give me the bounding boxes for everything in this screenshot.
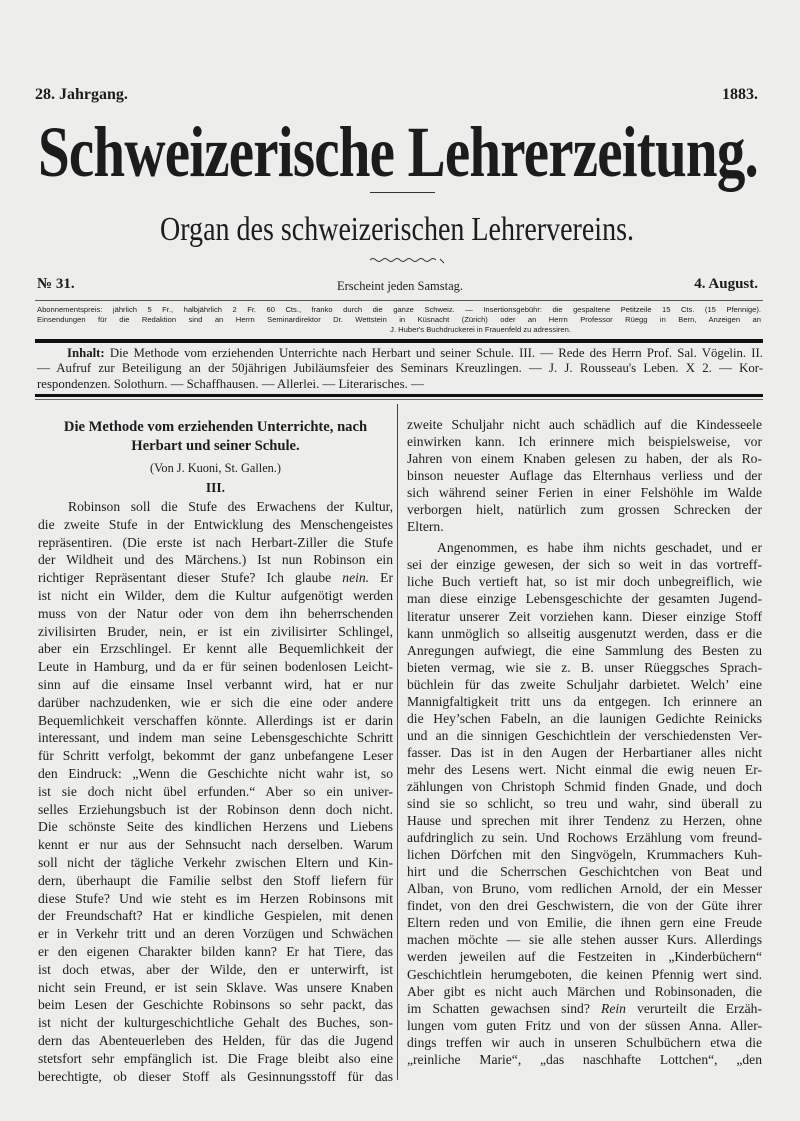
text-line: dern das Abenteuerleben des Helden, für das die Jugend xyxy=(38,1032,393,1048)
text-line: Leute in Hamburg, und da er für seinen bodenlosen Leicht- xyxy=(38,659,393,675)
paragraph xyxy=(38,498,393,1085)
text-line: soll nicht der tägliche Verkehr zwischen Eltern und Kin- xyxy=(38,854,393,870)
paragraph xyxy=(407,539,762,1067)
text-line: lungen vom guten Fritz und von der süssen Anna. Aller- xyxy=(407,1017,762,1033)
text-line: Mannigfaltigkeit tritt uns da entgegen. Ich erinnere an xyxy=(407,693,762,709)
text-line: fasser. Das ist in den Augen der Herbartianer alles nicht xyxy=(407,744,762,760)
heavy-rule xyxy=(35,339,763,343)
article-body-right xyxy=(407,416,762,1068)
text-line: literatur unserer Zeit vorziehen kann. Dieser einzige Stoff xyxy=(407,608,762,624)
text-line: zivilisirten Bruder, nein, er ist ein zivilisirter Schlingel, xyxy=(38,623,393,639)
text-line: man diese einzige Lebensgeschichte der gesamten Jugend- xyxy=(407,591,762,607)
text-line: interessant, und indem man seine Lebensgeschichte Schritt xyxy=(38,730,393,746)
text-line: Anregungen aufwiegt, die eine Sammlung des Besten zu xyxy=(407,642,762,658)
subscription-info xyxy=(37,305,761,335)
text-line: die zweite Stufe in der Entwicklung des Menschengeistes xyxy=(38,516,393,532)
text-line: sinn auf die einsame Insel verbannt wird, hat er nur xyxy=(38,676,393,692)
emphasis: Rein xyxy=(601,1000,626,1016)
text-line xyxy=(407,1000,762,1017)
text-line: sei der einzige gewesen, der sich so weit in das vortreff- xyxy=(407,557,762,573)
title-divider xyxy=(370,192,435,193)
text-line: mehr des Lesens wert. Nicht einmal die ewig neuen Er- xyxy=(407,761,762,777)
text-line: Aber gibt es nicht auch Märchen und Robinsonaden, die xyxy=(407,983,762,999)
text-line: ist sie doch nicht übel erfunden.“ Aber so ein univer- xyxy=(38,783,393,799)
contents-text: Die Methode vom erziehenden Unterrichte nach Herbart und seiner Schule. III. — Rede des Herrn Prof. Sal. Vögelin. II. xyxy=(109,346,764,360)
article-author: (Von J. Kuoni, St. Gallen.) xyxy=(150,461,281,475)
text-line: stetsfort sehr empfänglich ist. Die Frage bleibt also eine xyxy=(38,1050,393,1066)
column-divider xyxy=(397,404,398,1080)
text-line: lichen Dörfchen mit den Singvögeln, Krummachers Kuh- xyxy=(407,847,762,863)
contents-line xyxy=(37,346,763,361)
contents-line: respondenzen. Solothurn. — Schaffhausen. — Allerlei. — Literarisches. — xyxy=(37,376,424,391)
section-number: III. xyxy=(205,480,226,495)
text-segment: Er xyxy=(369,570,393,586)
article-heading-line: Die Methode vom erziehenden Unterrichte, nach xyxy=(63,419,368,435)
text-line: nicht sein Freund, er ist sein Sklave. Was unsere Knaben xyxy=(38,979,393,995)
text-line: repräsentiren. (Die erste ist nach Herbart-Ziller die Stufe xyxy=(38,534,393,550)
article-column-left xyxy=(38,418,393,1089)
text-line: Geschichtlein herumgeboten, die keinen Pfennig wert sind. xyxy=(407,966,762,982)
text-line: der Freundschaft? Hat er kindliche Gespielen, mit denen xyxy=(38,908,393,924)
text-line: büchlein für das zweite Schuljahr darbietet. Welch’ eine xyxy=(407,676,762,692)
text-line: sind sie so schlicht, so treu und wahr, sind überall zu xyxy=(407,796,762,812)
text-line: ist doch etwas, aber der Wilde, den er unterwirft, ist xyxy=(38,961,393,977)
volume-label: 28. Jahrgang. xyxy=(35,86,128,103)
publication-schedule: Erscheint jeden Samstag. xyxy=(336,279,463,293)
wavy-ornament-icon xyxy=(368,254,448,266)
text-line: findet, von den drei Geschwistern, die von der Güte ihrer xyxy=(407,898,762,914)
text-line: diese Stufe? Und wie steht es im Herzen Robinsons mit xyxy=(38,890,393,906)
text-line: werden jeweilen auf die Festzeiten in „Kinderbüchern“ xyxy=(407,949,762,965)
text-segment: im Schatten gewachsen sind? xyxy=(407,1000,602,1016)
text-line: verborgen hielt, natürlich zum grossen Schrecken der xyxy=(407,502,762,518)
text-line: der Wildheit und des Märchens.) Ist nun Robinson ein xyxy=(38,552,393,568)
text-line: „reinliche Marie“, „das naschhafte Lottchen“, „den xyxy=(407,1051,762,1067)
text-line: beim Lesen der Geschichte Robinsons so sehr packt, das xyxy=(38,997,393,1013)
text-line: liche Buch vertieft hat, so ist mir doch unbegreiflich, wie xyxy=(407,574,762,590)
text-line: zweite Schuljahr nicht auch schädlich auf die Kindesseele xyxy=(407,417,762,432)
text-segment: richtiger Repräsentant dieser Stufe? Ich glaube xyxy=(38,570,343,586)
text-line: hirt und die Scherrschen Geschichtchen von Beat und xyxy=(407,864,762,880)
text-line: Alban, von Bruno, vom redlichen Arnold, der ein Messer xyxy=(407,881,762,897)
text-line: er in Verkehr tritt und an deren Vorzügen und Schwächen xyxy=(38,926,393,942)
text-line: den Eindruck: „Wenn die Geschichte nicht wahr ist, so xyxy=(38,765,393,781)
text-line xyxy=(38,569,393,587)
issue-number: № 31. xyxy=(37,276,75,292)
text-line: Angenommen, es habe ihm nichts geschadet, und er xyxy=(437,540,762,556)
rule xyxy=(35,399,763,400)
article-heading-line: Herbart und seiner Schule. xyxy=(131,438,300,454)
text-line: muss von der Natur oder von dem ihn beherrschenden xyxy=(38,605,393,621)
text-line: binson neuester Auflage das Elternhaus verliess und der xyxy=(407,468,762,484)
text-line: aber ein Erzschlingel. Er kennt alle Bequemlichkeit der xyxy=(38,641,393,657)
text-line: Die schönste Seite des kindlichen Herzens und Liebens xyxy=(38,819,393,835)
text-line: Robinson soll die Stufe des Erwachens der Kultur, xyxy=(68,499,393,514)
text-line: die Hey’schen Fabeln, an die launigen Gedichte Reinicks xyxy=(407,710,762,726)
text-line: bieten vermag, wie sie z. B. unser Rüeggsches Sprach- xyxy=(407,659,762,675)
rule xyxy=(35,300,763,301)
text-line: kann unmöglich so allseitig ausgenutzt werden, dass er die xyxy=(407,625,762,641)
text-line: Eltern. xyxy=(407,519,444,535)
text-line: er den eigenen Charakter bilden kann? Er hat Tiere, das xyxy=(38,943,393,959)
text-line: aufdringlich zu sein. Und Rochows Erzählung vom freund- xyxy=(407,830,762,846)
text-line: zählungen von Christoph Schmid finden Gnade, und doch xyxy=(407,778,762,794)
newspaper-title: Schweizerische Lehrerzeitung. xyxy=(38,112,758,192)
text-line: Eltern reden und von Emilie, die ihnen gern eine Freude xyxy=(407,915,762,931)
text-line: Hause und sprechen mit ihrer Tendenz zu Herzen, ohne xyxy=(407,813,762,829)
printer-line: J. Huber's Buchdruckerei in Frauenfeld zu adressiren. xyxy=(390,325,571,334)
text-segment: verurteilt die Erzäh- xyxy=(625,1000,762,1016)
text-line: ist nicht ein Wilder, dem die Kultur aufgenötigt werden xyxy=(38,587,393,603)
newspaper-subtitle: Organ des schweizerischen Lehrervereins. xyxy=(160,211,634,248)
masthead-subtitle-area xyxy=(160,208,634,252)
text-line: kennt er nur aus der Sehnsucht nach derselben. Warum xyxy=(38,837,393,853)
table-of-contents xyxy=(37,346,763,392)
text-line: ist nicht der kulturgeschichtliche Gehalt des Buches, son- xyxy=(38,1015,393,1031)
text-line: dings treffen wir auch in unseren Schulbüchern etwa die xyxy=(407,1034,762,1050)
issue-date: 4. August. xyxy=(694,276,758,292)
year-label: 1883. xyxy=(722,86,758,103)
text-line: Bequemlichkeit verschaffen könnte. Allerdings ist er darin xyxy=(38,712,393,728)
text-line: selles Erziehungsbuch ist der Robinson denn doch nicht. xyxy=(38,801,393,817)
article-body-left xyxy=(38,498,393,1085)
text-line: darüber nachzudenken, wie er sich die eine oder andere xyxy=(38,694,393,710)
heavy-rule xyxy=(35,394,763,397)
article-column-right xyxy=(407,416,762,1072)
paragraph xyxy=(407,416,762,535)
text-line: berechtigte, ob dieser Stoff als Gesinnungsstoff für das xyxy=(38,1068,393,1084)
masthead-title-area xyxy=(38,112,758,192)
submission-line: Einsendungen für die Redaktion sind an Herrn Seminardirektor Dr. Wettstein in Küsnacht (Zürich) oder an Herrn Professor Rüegg in Bern, Anzeigen an xyxy=(37,315,761,324)
subscription-line: Abonnementspreis: jährlich 5 Fr., halbjährlich 2 Fr. 60 Cts., franko durch die ganze Schweiz. — Insertionsgebühr: die gespaltene Petitzeile 15 Cts. (15 Pfennige). xyxy=(37,305,761,314)
contents-label: Inhalt: xyxy=(67,346,105,360)
contents-line: — Aufruf zur Beteiligung an der 50jährigen Jubiläumsfeier des Seminars Kreuzlingen. — J. J. Rousseau's Leben. X 2. — Kor- xyxy=(37,361,763,376)
text-line: sich während seiner Ferien in einer Felshöhle im Walde xyxy=(407,485,762,501)
text-line: Jahren von einem Knaben gelesen zu haben, der als Ro- xyxy=(407,451,762,467)
emphasis: nein. xyxy=(342,570,370,586)
text-line: einwirken kann. Ich erinnere mich beispielsweise, vor xyxy=(407,434,762,450)
text-line: und an die sinnigen Geschichtlein der verschiedensten Ver- xyxy=(407,727,762,743)
text-line: für Schritt verfolgt, bekommt der ganz unbefangene Leser xyxy=(38,748,393,764)
text-line: dern, überhaupt die Familie selbst den Stoff liefern für xyxy=(38,872,393,888)
text-line: machen möchte — sie alle stehen ausser Kurs. Allerdings xyxy=(407,932,762,948)
